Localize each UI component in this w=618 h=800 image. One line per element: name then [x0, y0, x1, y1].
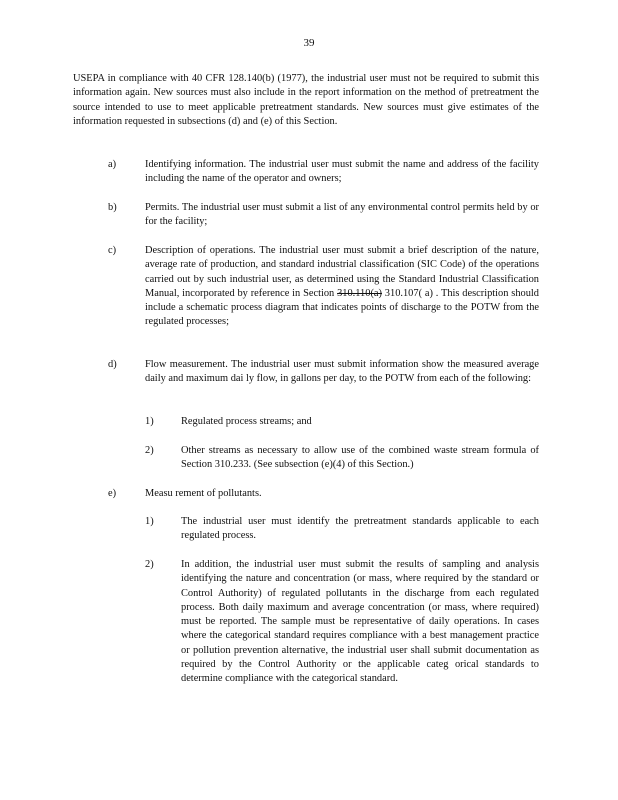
- list-item-text: Regulated process streams; and: [181, 416, 312, 427]
- list-item-text: Other streams as necessary to allow use of the combined waste stream formula of Section 310.233. (See subsection (e)(4) of this Section.): [181, 445, 539, 471]
- list-item-text: In addition, the industrial user must submit the results of sampling and analysis identifying the nature and concentration (or mass, where required by the standard or Control Authority) of regulated pollutants in the discharge from each regulated process. Both daily maximum and average concentration (or mass, where required) must be reported. The sample must be representative of daily operations. In cases where the categorical standard requires compliance with a best management practice or pollution prevention alternative, the industrial user shall submit documentation as required by the Control Authority or the applicable categ orical standards to determine compliance with the categorical standard.: [181, 559, 539, 685]
- list-marker: d): [108, 359, 117, 370]
- text-segment: 310.107( a) . This description should include a schematic process diagram that indicates points of discharge to the POTW from the regulated processes;: [145, 287, 539, 328]
- list-item-text: The industrial user must identify the pretreatment standards applicable to each regulated process.: [181, 516, 539, 542]
- page-number: 39: [303, 37, 315, 49]
- text-segment: Description of operations. The industrial user must submit a brief description of the nature, average rate of production, and standard industrial classification (SIC Code) of the operations carried out by such industrial user, as determined using the Standard Industrial Classification Manual, incorporated by reference in Section: [145, 245, 539, 299]
- list-marker: 1): [145, 416, 154, 427]
- list-marker: e): [108, 488, 117, 499]
- list-item-text: Identifying information. The industrial user must submit the name and address of the facility including the name of the operator and owners;: [145, 159, 539, 185]
- list-marker: 2): [145, 559, 154, 570]
- list-item-text: [145, 244, 539, 330]
- list-marker: a): [108, 159, 117, 170]
- deleted-text: 310.110(a): [337, 287, 382, 299]
- list-marker: c): [108, 245, 117, 256]
- list-item-text: Permits. The industrial user must submit a list of any environmental control permits held by or for the facility;: [145, 202, 539, 228]
- list-item-text: Measu rement of pollutants.: [145, 488, 262, 499]
- list-marker: 1): [145, 516, 154, 527]
- intro-paragraph: USEPA in compliance with 40 CFR 128.140(b) (1977), the industrial user must not be required to submit this information again. New sources must also include in the report information on the method of pretreatment the source intended to use to meet applicable pretreatment standards. New sources must give estimates of the information requested in subsections (d) and (e) of this Section.: [73, 73, 539, 127]
- list-marker: b): [108, 202, 117, 213]
- list-marker: 2): [145, 445, 154, 456]
- list-item-text: Flow measurement. The industrial user must submit information show the measured average daily and maximum dai ly flow, in gallons per day, to the POTW from each of the following:: [145, 359, 539, 385]
